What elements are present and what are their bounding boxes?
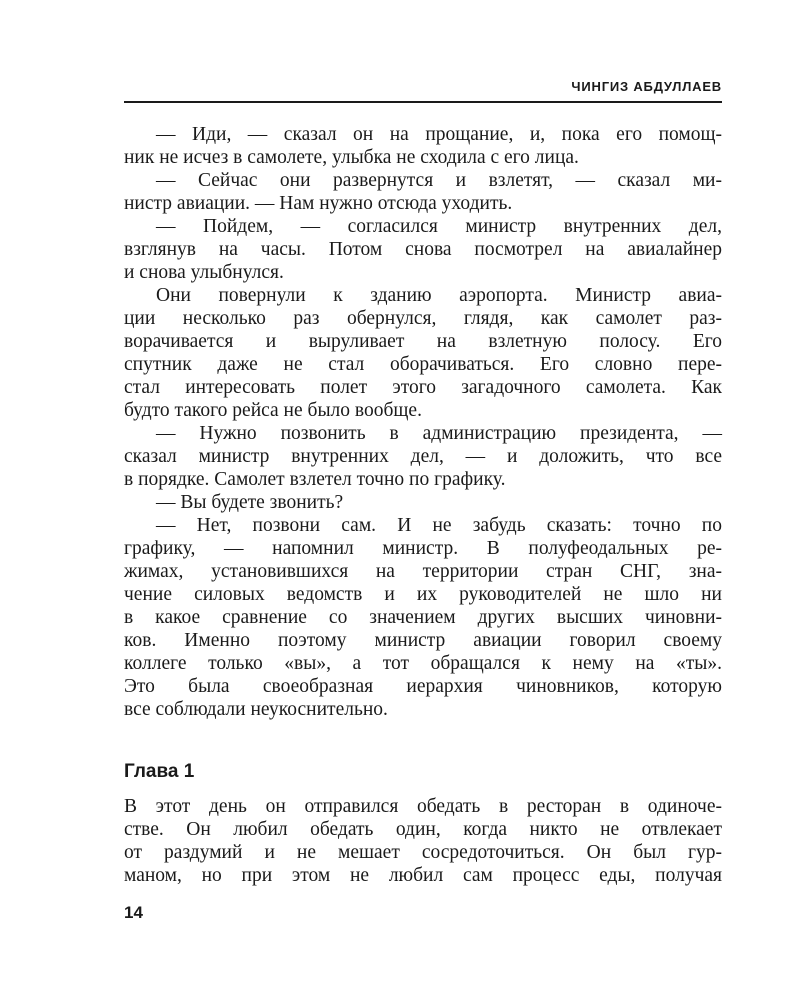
text-line: ник не исчез в самолете, улыбка не сходила с его лица. xyxy=(124,147,579,168)
text-line: нистр авиации. — Нам нужно отсюда уходить. xyxy=(124,193,513,214)
text-line: сказал министр внутренних дел, — и доложить, что все xyxy=(124,446,722,467)
text-line: — Нужно позвонить в администрацию президента, — xyxy=(156,423,722,444)
text-line: стал интересовать полет этого загадочного самолета. Как xyxy=(124,377,722,398)
text-line: все соблюдали неукоснительно. xyxy=(124,699,388,720)
text-line: — Вы будете звонить? xyxy=(156,492,344,513)
text-line: в какое сравнение со значением других высших чиновни- xyxy=(124,607,722,628)
body-text xyxy=(124,123,722,721)
text-line: и снова улыбнулся. xyxy=(124,262,284,283)
text-line: стве. Он любил обедать один, когда никто не отвлекает xyxy=(124,819,722,840)
text-line: коллеге только «вы», а тот обращался к нему на «ты». xyxy=(124,653,722,674)
text-line: жимах, установившихся на территории стран СНГ, зна- xyxy=(124,561,722,582)
text-line: от раздумий и не мешает сосредоточиться. Он был гур- xyxy=(124,842,722,863)
text-line: ворачивается и выруливает на взлетную полосу. Его xyxy=(124,331,722,352)
text-line: ции несколько раз обернулся, глядя, как самолет раз- xyxy=(124,308,722,329)
page-number: 14 xyxy=(124,903,143,922)
text-line: маном, но при этом не любил сам процесс еды, получая xyxy=(124,865,722,886)
text-line: в порядке. Самолет взлетел точно по графику. xyxy=(124,469,506,490)
text-line: — Нет, позвони сам. И не забудь сказать: точно по xyxy=(156,515,722,536)
text-line: чение силовых ведомств и их руководителей не шло ни xyxy=(124,584,722,605)
text-line: — Пойдем, — согласился министр внутренних дел, xyxy=(156,216,722,237)
text-line: будто такого рейса не было вообще. xyxy=(124,400,422,421)
text-line: Они повернули к зданию аэропорта. Министр авиа- xyxy=(156,285,722,306)
text-line: В этот день он отправился обедать в ресторан в одиноче- xyxy=(124,796,722,817)
text-line: Это была своеобразная иерархия чиновников, которую xyxy=(124,676,722,697)
text-line: ков. Именно поэтому министр авиации говорил своему xyxy=(124,630,722,651)
text-line: — Сейчас они развернутся и взлетят, — сказал ми- xyxy=(156,170,722,191)
text-line: взглянув на часы. Потом снова посмотрел на авиалайнер xyxy=(124,239,722,260)
text-line: графику, — напомнил министр. В полуфеодальных ре- xyxy=(124,538,722,559)
text-line: спутник даже не стал оборачиваться. Его словно пере- xyxy=(124,354,722,375)
text-line: — Иди, — сказал он на прощание, и, пока его помощ- xyxy=(156,124,722,145)
running-head-author: ЧИНГИЗ АБДУЛЛАЕВ xyxy=(571,79,722,94)
chapter-text xyxy=(124,795,722,887)
chapter-title: Глава 1 xyxy=(124,761,195,782)
header-rule xyxy=(124,101,722,103)
